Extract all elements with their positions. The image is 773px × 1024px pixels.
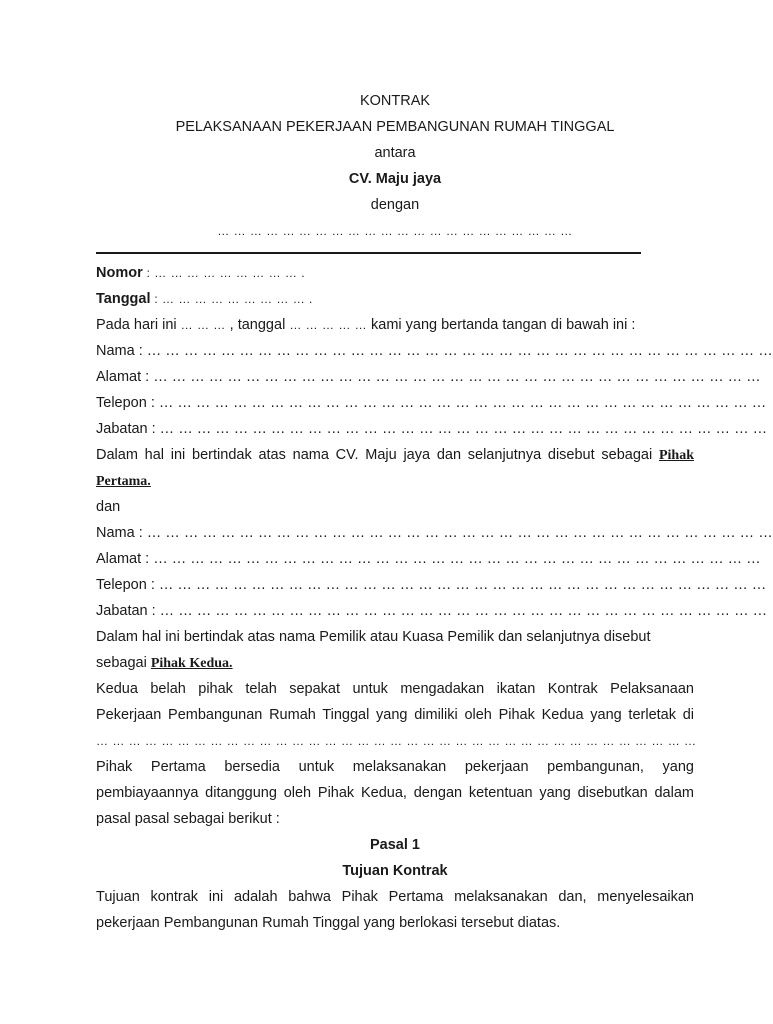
agreement-line6: pasal pasal sebagai berikut : [96,811,280,827]
first-party-statement-line1 [96,442,694,468]
pihak-label: Pihak [658,448,694,463]
contract-page [96,88,773,936]
agreement-line4: Pihak Pertama bersedia untuk melaksanakan pekerjaan pembangunan, yang [96,759,694,775]
tanggal-field [96,286,694,312]
tanggal-label: Tanggal [96,291,151,307]
agreement-line5: pembiayaannya ditanggung oleh Pihak Kedua, dengan ketentuan yang disebutkan dalam [96,785,694,801]
second-party-alamat: Alamat : … … … … … … … … … … … … … … … … … … … … … … … … … … … … … … … … … [96,551,761,567]
contract-title: KONTRAK [359,93,431,109]
second-party-blank: … … … … … … … … … … … … … … … … … … … … … … [217,224,573,238]
between-word: antara [374,145,416,161]
first-party-jabatan: Jabatan : … … … … … … … … … … … … … … … … … … … … … … … … … … … … … … … … … [96,421,768,437]
pertama-label: Pertama. [96,474,151,489]
intro-day-blank: … … … [180,318,230,332]
pasal-1-line2: pekerjaan Pembangunan Rumah Tinggal yang berlokasi tersebut diatas. [96,915,561,931]
second-party-statement-prefix: sebagai [96,655,151,671]
second-party-statement-line2 [96,650,694,676]
first-party-name: CV. Maju jaya [348,171,442,187]
nomor-label: Nomor [96,265,143,281]
second-party-telepon: Telepon : … … … … … … … … … … … … … … … … … … … … … … … … … … … … … … … … … [96,577,767,593]
pasal-1-number: Pasal 1 [370,837,420,853]
pihak-kedua-label: Pihak Kedua. [150,656,233,671]
first-party-alamat: Alamat : … … … … … … … … … … … … … … … … … … … … … … … … … … … … … … … … … [96,369,761,385]
second-party-statement-line1: Dalam hal ini bertindak atas nama Pemilik atau Kuasa Pemilik dan selanjutnya disebut [96,629,651,645]
tanggal-value: : … … … … … … … … … . [150,292,313,306]
intro-line [96,312,694,338]
with-word: dengan [370,197,420,213]
intro-text-c: kami yang bertanda tangan di bawah ini : [371,317,636,333]
pasal-1-heading: Tujuan Kontrak [342,863,448,879]
agreement-location-blank: … … … … … … … … … … … … … … … … … … … … … … … … … … … … … … … … … … … … … [96,734,697,748]
connector-dan: dan [96,499,121,515]
contract-subtitle: PELAKSANAAN PEKERJAAN PEMBANGUNAN RUMAH TINGGAL [175,119,615,135]
intro-text-a: Pada hari ini [96,317,181,333]
agreement-line1: Kedua belah pihak telah sepakat untuk mengadakan ikatan Kontrak Pelaksanaan [96,681,694,697]
first-party-statement: Dalam hal ini bertindak atas nama CV. Maju jaya dan selanjutnya disebut sebagai [96,447,659,463]
pasal-1-line1: Tujuan kontrak ini adalah bahwa Pihak Pertama melaksanakan dan, menyelesaikan [96,889,694,905]
second-party-nama: Nama : … … … … … … … … … … … … … … … … … … … … … … … … … … … … … … … … … … [96,525,773,541]
second-party-jabatan: Jabatan : … … … … … … … … … … … … … … … … … … … … … … … … … … … … … … … … … [96,603,768,619]
intro-date-blank: … … … … … [289,318,371,332]
intro-text-b: , tanggal [229,317,290,333]
first-party-nama: Nama : … … … … … … … … … … … … … … … … … … … … … … … … … … … … … … … … … … [96,343,773,359]
nomor-value: : … … … … … … … … … . [142,266,306,280]
agreement-line2: Pekerjaan Pembangunan Rumah Tinggal yang dimiliki oleh Pihak Kedua yang terletak di [96,707,694,723]
first-party-telepon: Telepon : … … … … … … … … … … … … … … … … … … … … … … … … … … … … … … … … … [96,395,767,411]
first-party-statement-line2 [96,468,694,494]
header-divider [96,252,641,254]
nomor-field [96,260,694,286]
